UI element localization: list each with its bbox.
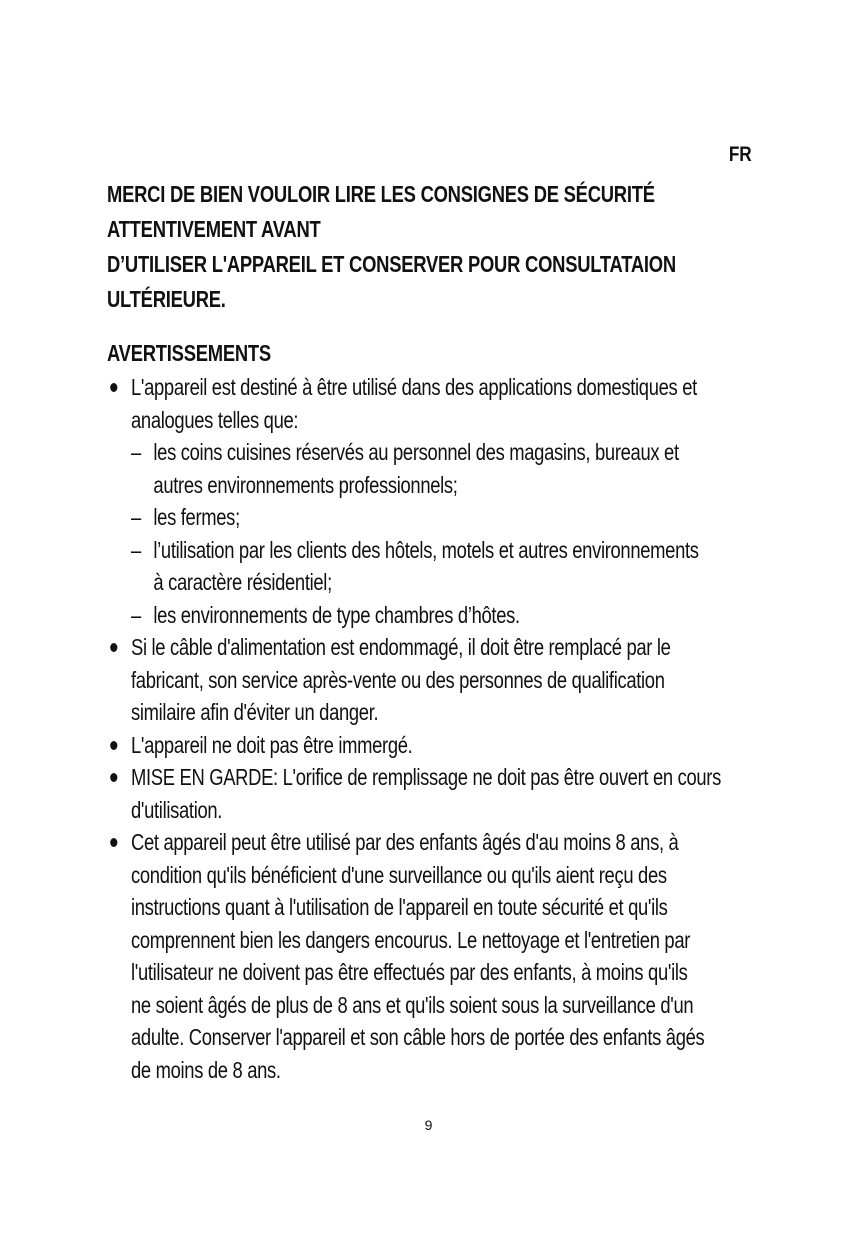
list-item-line: d'utilisation. [131,796,223,823]
bullet-icon [110,773,117,782]
bullet-icon [110,643,117,652]
list-item-line: l'utilisateur ne doivent pas être effectués par des enfants, à moins qu'ils [131,959,688,985]
page-number: 9 [424,1117,433,1133]
list-item-line: Si le câble d'alimentation est endommagé, il doit être remplacé par le [131,634,671,660]
bullet-icon [110,838,117,847]
sub-list-item-line: à caractère résidentiel; [153,569,332,595]
list-item [107,631,721,729]
language-code: FR [728,143,751,166]
sub-list-item-line: les fermes; [153,504,240,530]
list-item-line: de moins de 8 ans. [131,1056,281,1083]
list-item [107,371,721,436]
title-line: MERCI DE BIEN VOULOIR LIRE LES CONSIGNES DE SÉCURITÉ [107,181,655,207]
list-item [107,826,721,1086]
list-item-line: MISE EN GARDE: L'orifice de remplissage ne doit pas être ouvert en cours [131,764,721,790]
dash-icon: – [131,439,141,465]
safety-title [107,177,676,317]
list-item-line: L'appareil ne doit pas être immergé. [131,731,413,758]
warnings-list [107,371,721,1086]
list-item-line: fabricant, son service après-vente ou des personnes de qualification [131,666,665,693]
list-item-line: adulte. Conserver l'appareil et son câble hors de portée des enfants âgés [131,1024,705,1050]
sub-list-item-line: les environnements de type chambres d’hôtes. [153,601,520,628]
list-item [107,729,721,762]
list-item-line: L'appareil est destiné à être utilisé dans des applications domestiques et [131,374,697,400]
list-item-line: instructions quant à l'utilisation de l'appareil en toute sécurité et qu'ils [131,894,668,920]
list-item-line: condition qu'ils bénéficient d'une surveillance ou qu'ils aient reçu des [131,861,667,888]
dash-icon: – [131,536,141,563]
title-line: D’UTILISER L'APPAREIL ET CONSERVER POUR CONSULTATAION [107,251,676,277]
title-line: ULTÉRIEURE. [107,286,226,312]
list-item-line: comprennent bien les dangers encourus. Le nettoyage et l'entretien par [131,926,691,953]
dash-icon: – [131,504,141,530]
section-heading: AVERTISSEMENTS [107,340,271,366]
sub-list-item [107,534,721,599]
list-item-line: ne soient âgés de plus de 8 ans et qu'ils soient sous la surveillance d'un [131,991,694,1018]
list-item [107,761,721,826]
list-item-line: similaire afin d'éviter un danger. [131,699,379,725]
sub-list-item [107,599,721,632]
sub-list-item-line: l’utilisation par les clients des hôtels, motels et autres environnements [153,536,699,563]
sub-list-item [107,501,721,534]
bullet-icon [110,383,117,392]
title-line: ATTENTIVEMENT AVANT [107,216,321,242]
list-item-line: Cet appareil peut être utilisé par des enfants âgés d'au moins 8 ans, à [131,829,679,855]
dash-icon: – [131,601,141,628]
list-item-line: analogues telles que: [131,406,299,433]
sub-list-item [107,436,721,501]
sub-list-item-line: les coins cuisines réservés au personnel des magasins, bureaux et [153,439,679,465]
sub-list-item-line: autres environnements professionnels; [153,471,458,498]
bullet-icon [110,741,117,750]
